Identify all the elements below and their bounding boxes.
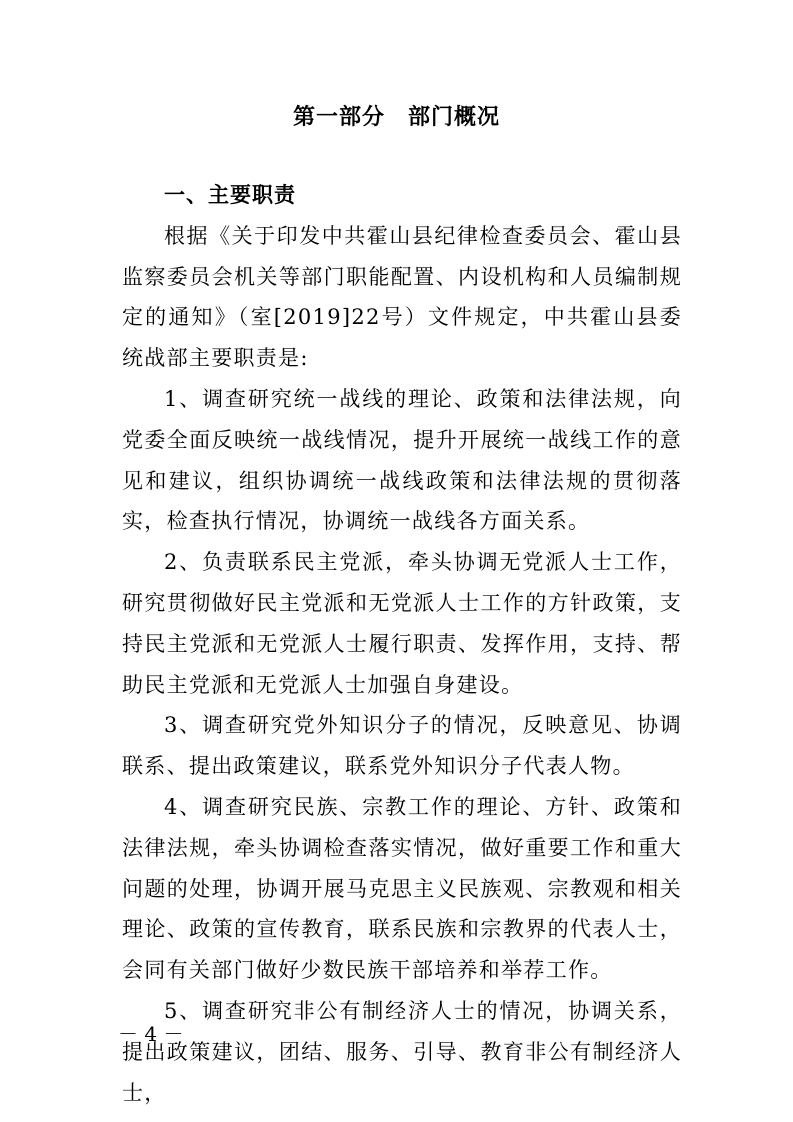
paragraph-duty-1: 1、调查研究统一战线的理论、政策和法律法规，向党委全面反映统一战线情况，提升开展统一战线工作的意见和建议，组织协调统一战线政策和法律法规的贯彻落实，检查执行情况，协调统一战线各方面关系。	[122, 386, 682, 534]
paragraph-duty-5: 5、调查研究非公有制经济人士的情况，协调关系，提出政策建议，团结、服务、引导、教育非公有制经济人士，	[122, 998, 682, 1105]
page-title: 第一部分 部门概况	[292, 105, 500, 130]
paragraph-intro: 根据《关于印发中共霍山县纪律检查委员会、霍山县监察委员会机关等部门职能配置、内设机构和人员编制规定的通知》（室[2019]22号）文件规定，中共霍山县委统战部主要职责是:	[122, 223, 682, 371]
section-heading: 一、主要职责	[164, 183, 296, 207]
page-number: － 4 －	[118, 1022, 184, 1046]
paragraph-duty-4: 4、调查研究民族、宗教工作的理论、方针、政策和法律法规，牵头协调检查落实情况，做好重要工作和重大问题的处理，协调开展马克思主义民族观、宗教观和相关理论、政策的宣传教育，联系民族和宗教界的代表人士，会同有关部门做好少数民族干部培养和举荐工作。	[122, 794, 682, 983]
document-body	[122, 175, 682, 1113]
paragraph-duty-3: 3、调查研究党外知识分子的情况，反映意见、协调联系、提出政策建议，联系党外知识分子代表人物。	[122, 713, 682, 779]
paragraph-duty-2: 2、负责联系民主党派，牵头协调无党派人士工作，研究贯彻做好民主党派和无党派人士工作的方针政策，支持民主党派和无党派人士履行职责、发挥作用，支持、帮助民主党派和无党派人士加强自身建设。	[122, 550, 682, 697]
